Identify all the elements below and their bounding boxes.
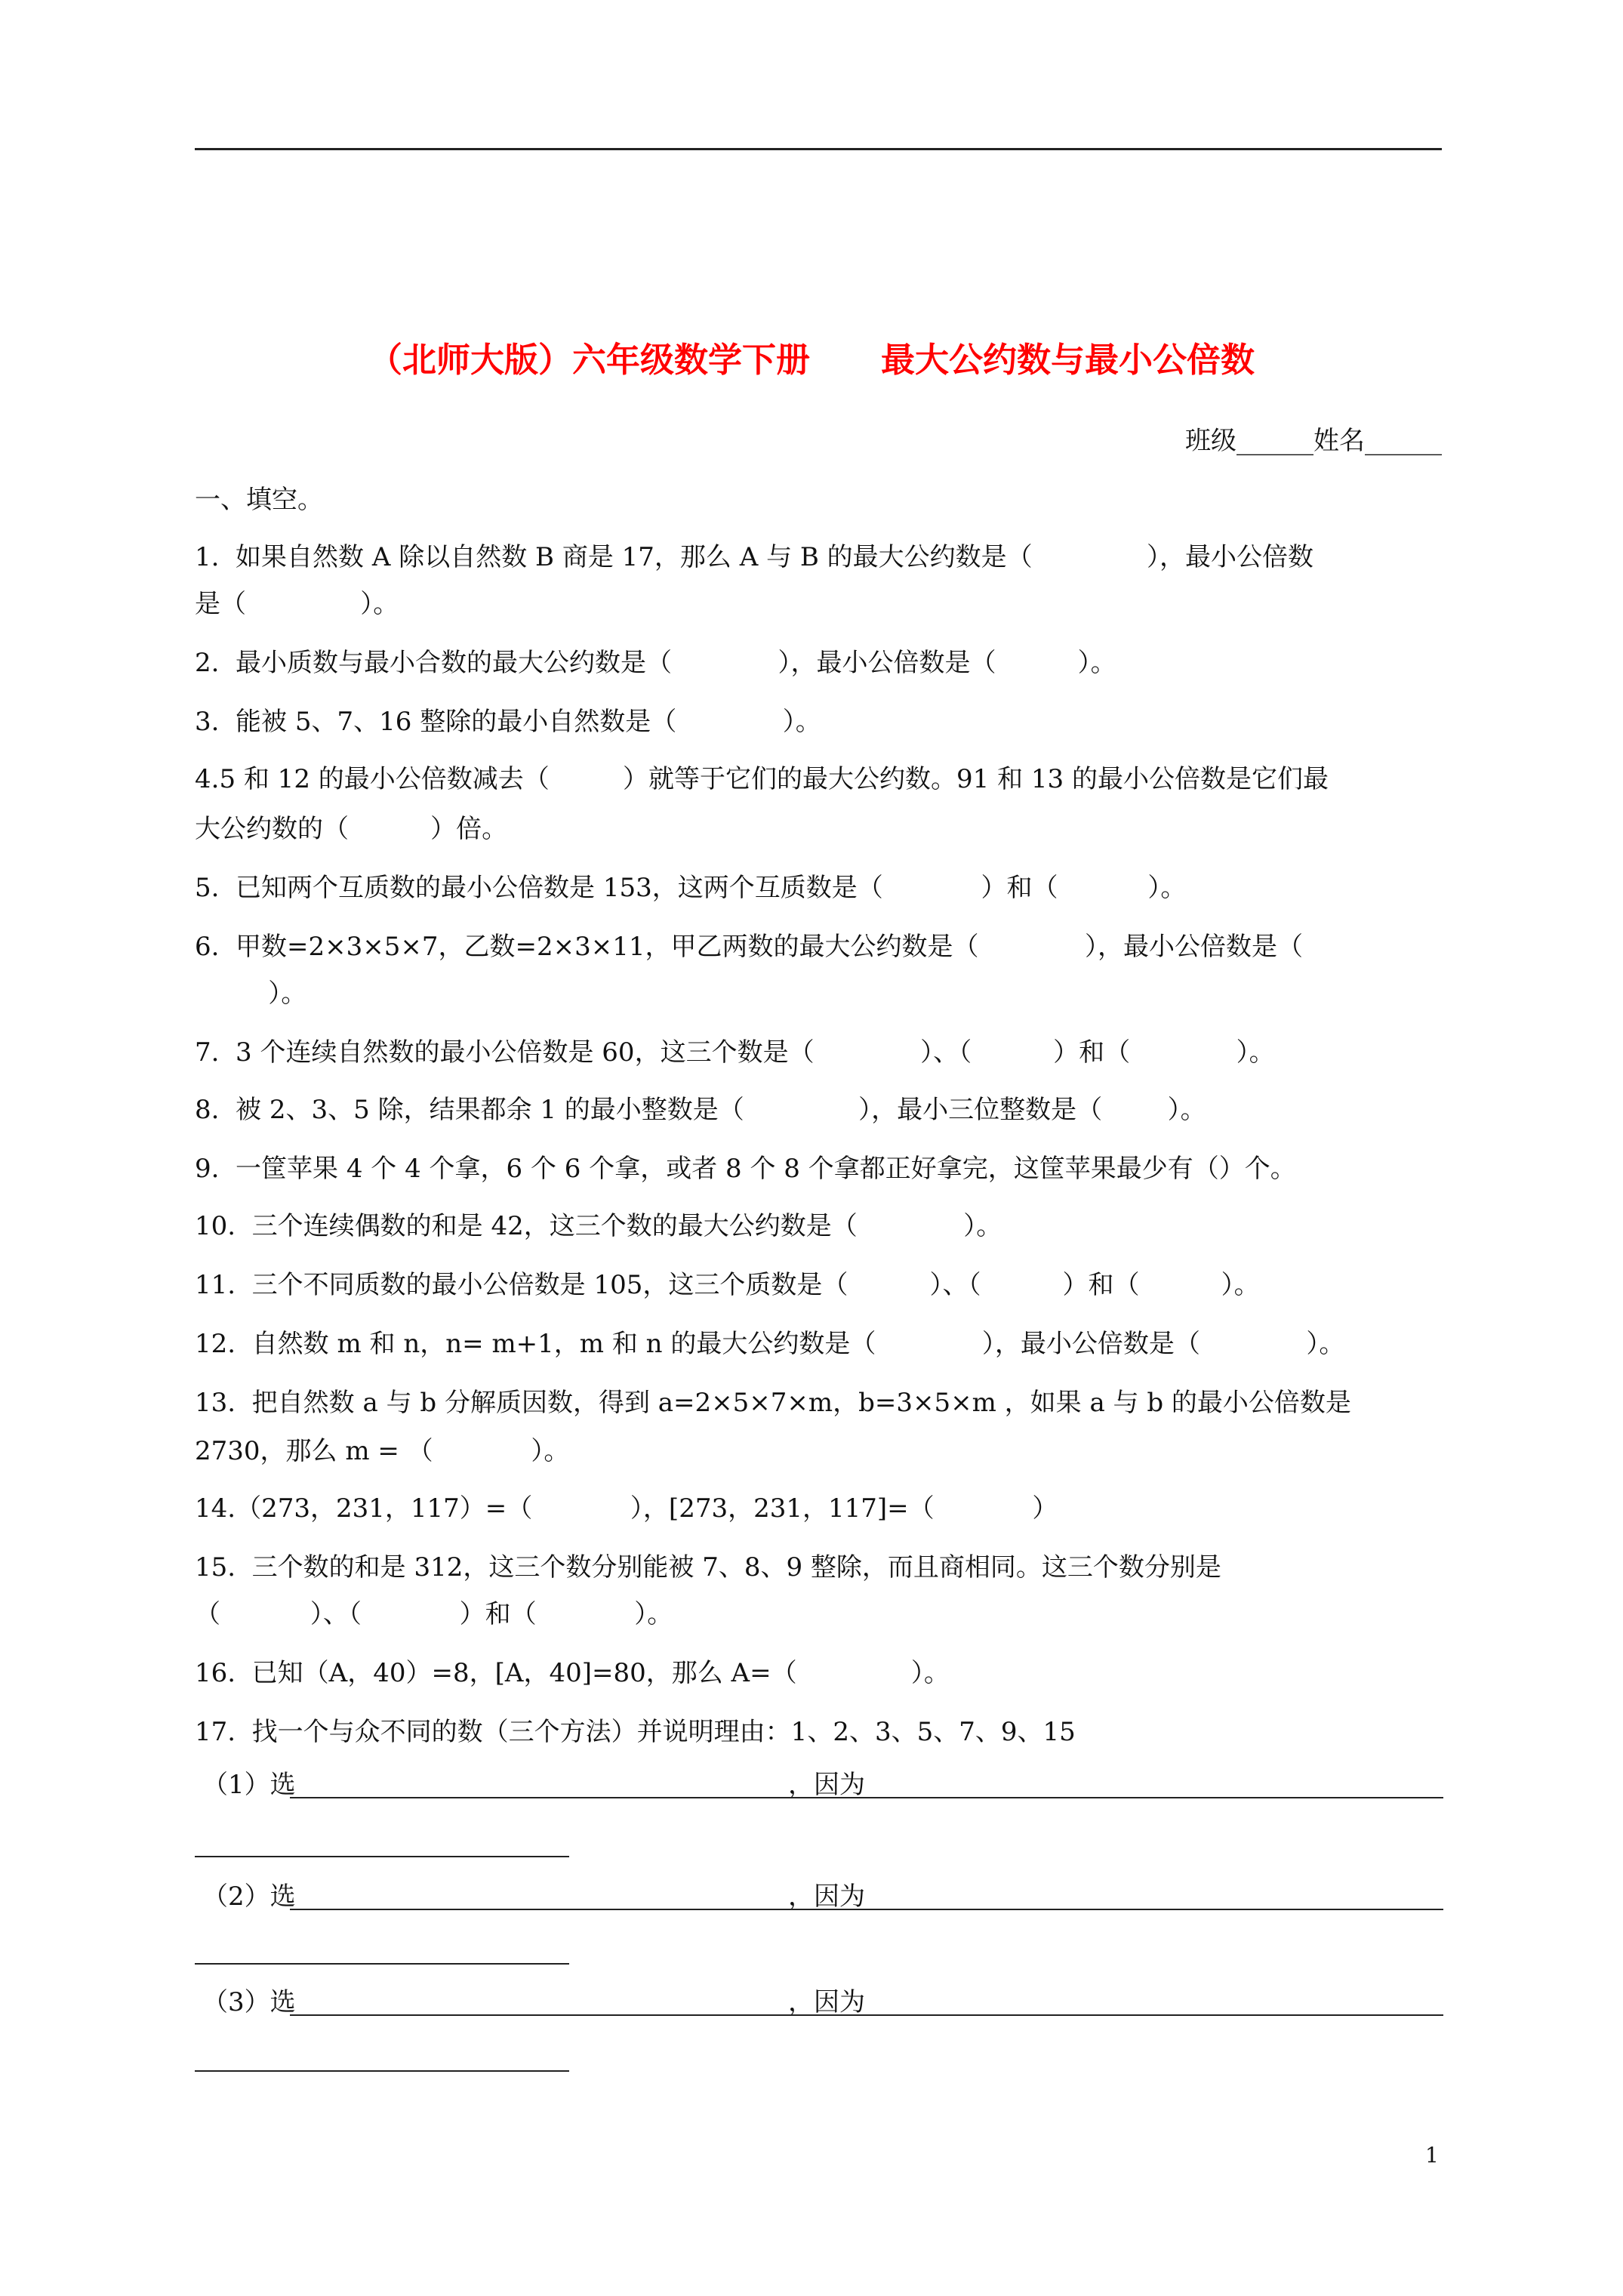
section-heading: 一、填空。	[195, 485, 323, 515]
reason-continuation-blank[interactable]	[195, 2070, 569, 2072]
page-title: （北师大版）六年级数学下册 最大公约数与最小公倍数	[368, 340, 1255, 380]
reason-label: ，因为	[788, 1881, 865, 1912]
select-label: （3）选	[202, 1987, 296, 2017]
question-line: 7. 3 个连续自然数的最小公倍数是 60，这三个数是（ ）、（ ）和（ ）。	[195, 1037, 1275, 1068]
reason-answer-blank[interactable]	[660, 1797, 1443, 1798]
reason-continuation-blank[interactable]	[195, 1963, 569, 1965]
question-line: 2730，那么 m = （ ）。	[195, 1436, 570, 1466]
question-line: 大公约数的（ ）倍。	[195, 814, 508, 844]
question-line: 11. 三个不同质数的最小公倍数是 105，这三个质数是（ ）、（ ）和（ ）。	[195, 1270, 1260, 1300]
reason-continuation-blank[interactable]	[195, 1856, 569, 1857]
reason-answer-blank[interactable]	[660, 2014, 1443, 2016]
select-label: （2）选	[202, 1881, 296, 1912]
answer-row-2	[195, 1871, 1443, 1916]
reason-label: ，因为	[788, 1770, 865, 1800]
answer-row-1	[195, 1759, 1443, 1804]
question-line: （ ）、（ ）和（ ）。	[195, 1599, 673, 1629]
question-line: 14.（273，231，117）=（ ），[273，231，117]=（ ）	[195, 1493, 1058, 1524]
class-name-line: 班级______姓名______	[1185, 426, 1442, 456]
question-line: 10. 三个连续偶数的和是 42，这三个数的最大公约数是（ ）。	[195, 1211, 1002, 1241]
question-line: 12. 自然数 m 和 n，n= m+1，m 和 n 的最大公约数是（ ），最小公倍数是（ ）。	[195, 1329, 1345, 1359]
question-line: 9. 一筐苹果 4 个 4 个拿，6 个 6 个拿，或者 8 个 8 个拿都正好拿完，这筐苹果最少有（）个。	[195, 1154, 1296, 1184]
question-line: 是（ ）。	[195, 589, 399, 619]
question-line: 1. 如果自然数 A 除以自然数 B 商是 17，那么 A 与 B 的最大公约数是（ ），最小公倍数	[195, 542, 1313, 572]
question-line: 13. 把自然数 a 与 b 分解质因数，得到 a=2×5×7×m，b=3×5×m ，如果 a 与 b 的最小公倍数是	[195, 1388, 1351, 1418]
question-line: 6. 甲数=2×3×5×7，乙数=2×3×11，甲乙两数的最大公约数是（ ），最小公倍数是（	[195, 932, 1304, 962]
question-line: 17. 找一个与众不同的数（三个方法）并说明理由：1、2、3、5、7、9、15	[195, 1717, 1076, 1747]
question-line: 3. 能被 5、7、16 整除的最小自然数是（ ）。	[195, 707, 821, 737]
question-line: ）。	[195, 978, 307, 1009]
header-rule	[195, 148, 1442, 150]
question-line: 5. 已知两个互质数的最小公倍数是 153，这两个互质数是（ ）和（ ）。	[195, 873, 1187, 903]
answer-row-3	[195, 1977, 1443, 2022]
question-line: 2. 最小质数与最小合数的最大公约数是（ ），最小公倍数是（ ）。	[195, 648, 1116, 678]
page-number: 1	[1425, 2143, 1439, 2168]
question-line: 15. 三个数的和是 312，这三个数分别能被 7、8、9 整除，而且商相同。这三个数分别是	[195, 1552, 1221, 1583]
question-line: 16. 已知（A，40）=8，[A，40]=80，那么 A=（ ）。	[195, 1658, 950, 1688]
question-line: 8. 被 2、3、5 除，结果都余 1 的最小整数是（ ），最小三位整数是（ ）。	[195, 1095, 1206, 1125]
reason-label: ，因为	[788, 1987, 865, 2017]
select-label: （1）选	[202, 1770, 296, 1800]
question-line: 4.5 和 12 的最小公倍数减去（ ）就等于它们的最大公约数。91 和 13 的最小公倍数是它们最	[195, 764, 1329, 794]
reason-answer-blank[interactable]	[660, 1909, 1443, 1910]
